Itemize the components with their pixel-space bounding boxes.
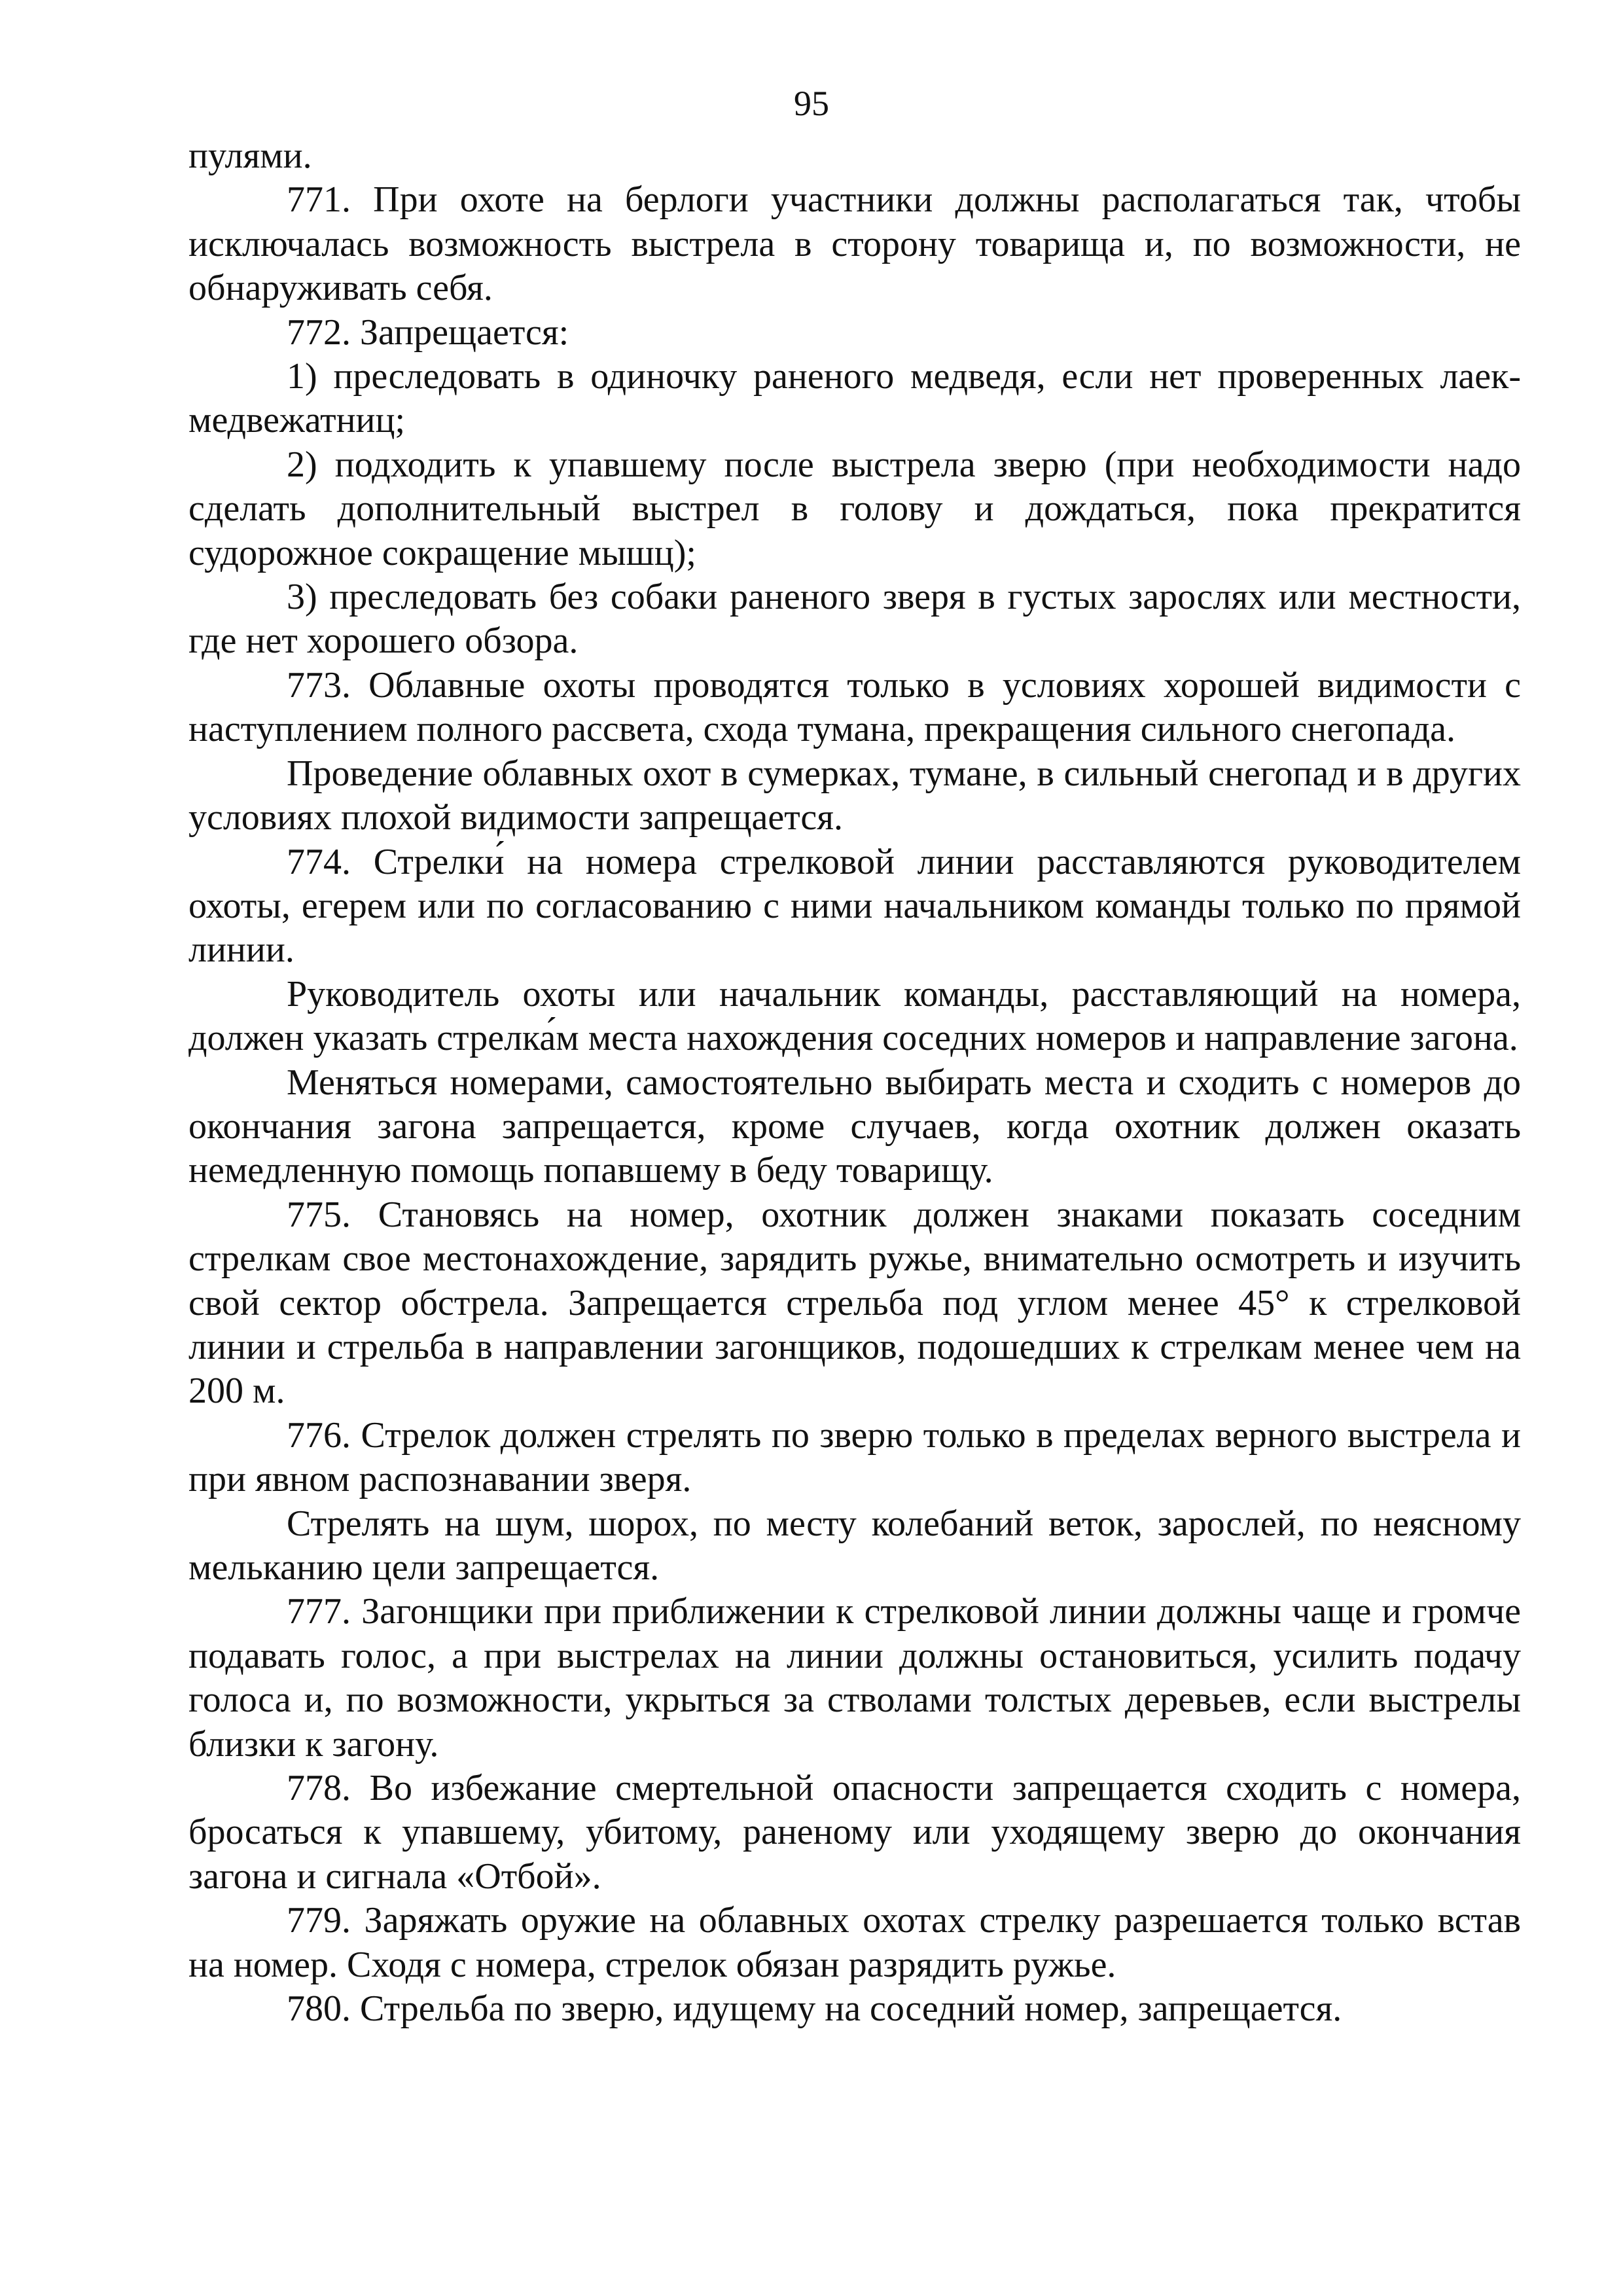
paragraph-772-item-2: 2) подходить к упавшему после выстрела зверю (при необходимости надо сделать дополнительный выстрел в голову и дождаться, пока прекратится судорожное сокращение мышц); [188,444,1521,573]
paragraph-778: 778. Во избежание смертельной опасности запрещается сходить с номера, бросаться к упавшему, убитому, раненому или уходящему зверю до окончания загона и сигнала «Отбой». [188,1768,1521,1897]
paragraph-772-item-1: 1) преследовать в одиночку раненого медведя, если нет проверенных лаек-медвежатниц; [188,356,1521,441]
body-text [188,134,1521,2031]
paragraph-774-note-2: Меняться номерами, самостоятельно выбирать места и сходить с номеров до окончания загона запрещается, кроме случаев, когда охотник должен оказать немедленную помощь попавшему в беду товарищу. [188,1062,1521,1191]
paragraph-774: 774. Стрелки́ на номера стрелковой линии расставляются руководителем охоты, егерем или по согласованию с ними начальником команды только по прямой линии. [188,841,1521,971]
paragraph-772: 772. Запрещается: [287,312,569,353]
paragraph-771: 771. При охоте на берлоги участники должны располагаться так, чтобы исключалась возможность выстрела в сторону товарища и, по возможности, не обнаруживать себя. [188,179,1521,309]
paragraph-772-item-3: 3) преследовать без собаки раненого зверя в густых зарослях или местности, где нет хорошего обзора. [188,577,1521,662]
paragraph-776-note: Стрелять на шум, шорох, по месту колебаний веток, зарослей, по неясному мельканию цели запрещается. [188,1503,1521,1588]
page-number: 95 [794,84,829,123]
paragraph-777: 777. Загонщики при приближении к стрелковой линии должны чаще и громче подавать голос, а при выстрелах на линии должны остановиться, усилить подачу голоса и, по возможности, укрыться за стволами толстых деревьев, если выстрелы близки к загону. [188,1591,1521,1765]
paragraph-continuation: пулями. [188,135,312,176]
paragraph-775: 775. Становясь на номер, охотник должен знаками показать соседним стрелкам свое местонахождение, зарядить ружье, внимательно осмотреть и изучить свой сектор обстрела. Запрещается стрельба под углом менее 45° к стрелковой линии и стрельба в направлении загонщиков, подошедших к стрелкам менее чем на 200 м. [188,1194,1521,1412]
paragraph-776: 776. Стрелок должен стрелять по зверю только в пределах верного выстрела и при явном распознавании зверя. [188,1414,1521,1500]
paragraph-773: 773. Облавные охоты проводятся только в условиях хорошей видимости с наступлением полного рассвета, схода тумана, прекращения сильного снегопада. [188,664,1521,750]
paragraph-779: 779. Заряжать оружие на облавных охотах стрелку разрешается только встав на номер. Сходя с номера, стрелок обязан разрядить ружье. [188,1900,1521,1985]
paragraph-773-note: Проведение облавных охот в сумерках, тумане, в сильный снегопад и в других условиях плохой видимости запрещается. [188,753,1521,838]
paragraph-774-note-1: Руководитель охоты или начальник команды, расставляющий на номера, должен указать стрелка́м места нахождения соседних номеров и направление загона. [188,973,1521,1059]
paragraph-780: 780. Стрельба по зверю, идущему на соседний номер, запрещается. [287,1988,1342,2030]
